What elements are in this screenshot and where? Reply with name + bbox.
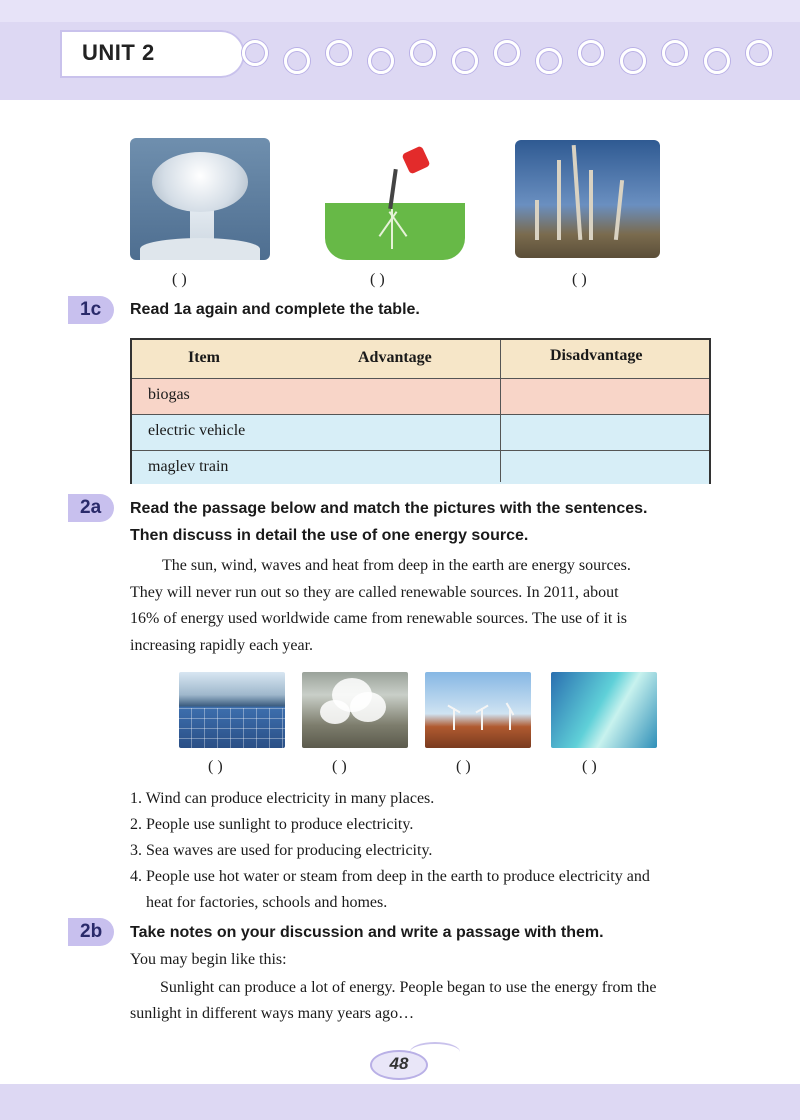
example-line-1: Sunlight can produce a lot of energy. People began to use the energy from the <box>160 979 657 996</box>
answer-blank[interactable]: ( ) <box>572 271 587 288</box>
ring-icon <box>536 48 562 74</box>
decorative-rings <box>238 36 800 76</box>
answer-blank[interactable]: ( ) <box>172 271 187 288</box>
header-disadvantage: Disadvantage <box>550 347 643 364</box>
table-row <box>132 378 709 414</box>
answer-blank[interactable]: ( ) <box>582 758 597 775</box>
fuel-nozzle-icon <box>401 145 430 174</box>
page-number: 48 <box>389 1054 409 1073</box>
sentence-4: 4. People use hot water or steam from deep in the earth to produce electricity and <box>130 868 650 885</box>
passage-line-4: increasing rapidly each year. <box>130 637 314 654</box>
geothermal-steam-picture <box>302 672 408 748</box>
section-badge-2b: 2b <box>68 918 114 946</box>
sentence-3: 3. Sea waves are used for producing electricity. <box>130 842 433 859</box>
row-label-biogas: biogas <box>148 386 190 403</box>
tree-trunk <box>572 145 583 240</box>
ring-icon <box>242 40 268 66</box>
sentence-4-continued: heat for factories, schools and homes. <box>146 894 388 911</box>
answer-blank[interactable]: ( ) <box>456 758 471 775</box>
ring-icon <box>410 40 436 66</box>
passage-line-1: The sun, wind, waves and heat from deep in the earth are energy sources. <box>162 557 631 574</box>
instruction-2a-line1: Read the passage below and match the pictures with the sentences. <box>130 500 648 517</box>
lead-text: You may begin like this: <box>130 951 287 968</box>
ring-icon <box>662 40 688 66</box>
tree-trunk <box>589 170 593 240</box>
ring-icon <box>620 48 646 74</box>
instruction-2b: Take notes on your discussion and write a passage with them. <box>130 924 604 941</box>
column-divider <box>500 340 501 482</box>
steam-puff <box>320 700 350 724</box>
instruction-2a-line2: Then discuss in detail the use of one energy source. <box>130 527 529 544</box>
ring-icon <box>494 40 520 66</box>
energy-table <box>130 338 711 484</box>
footer-band <box>0 1084 800 1120</box>
turbine-tower <box>453 708 455 730</box>
instruction-1c: Read 1a again and complete the table. <box>130 301 420 318</box>
ring-icon <box>326 40 352 66</box>
header-stripe <box>0 0 800 22</box>
tree-trunk <box>614 180 624 240</box>
wind-turbines-picture <box>425 672 531 748</box>
ring-icon <box>704 48 730 74</box>
dead-trees-picture <box>515 140 660 258</box>
passage-line-3: 16% of energy used worldwide came from renewable sources. The use of it is <box>130 610 628 627</box>
answer-blank[interactable]: ( ) <box>370 271 385 288</box>
ring-icon <box>368 48 394 74</box>
mushroom-cloud-picture <box>130 138 270 260</box>
ring-icon <box>746 40 772 66</box>
oil-pump-picture <box>325 135 465 260</box>
row-label-electric-vehicle: electric vehicle <box>148 422 246 439</box>
unit-title: UNIT 2 <box>82 40 155 65</box>
sentence-1: 1. Wind can produce electricity in many places. <box>130 790 435 807</box>
ring-icon <box>578 40 604 66</box>
section-badge-1c: 1c <box>68 296 114 324</box>
tree-trunk <box>557 160 561 240</box>
header-advantage: Advantage <box>358 349 432 366</box>
header-item: Item <box>188 349 220 366</box>
ring-icon <box>284 48 310 74</box>
answer-blank[interactable]: ( ) <box>332 758 347 775</box>
solar-panels-picture <box>179 672 285 748</box>
row-label-maglev-train: maglev train <box>148 458 229 475</box>
answer-blank[interactable]: ( ) <box>208 758 223 775</box>
section-badge-2a: 2a <box>68 494 114 522</box>
tree-trunk <box>535 200 539 240</box>
panel-grid <box>179 708 285 748</box>
turbine-tower <box>481 708 483 730</box>
steam-puff <box>350 692 386 722</box>
ring-icon <box>452 48 478 74</box>
sea-wave-picture <box>551 672 657 748</box>
sentence-2: 2. People use sunlight to produce electricity. <box>130 816 414 833</box>
passage-line-2: They will never run out so they are called renewable sources. In 2011, about <box>130 584 619 601</box>
cloud-cap <box>152 152 248 212</box>
example-line-2: sunlight in different ways many years ago… <box>130 1005 415 1022</box>
cloud-base <box>140 238 260 260</box>
